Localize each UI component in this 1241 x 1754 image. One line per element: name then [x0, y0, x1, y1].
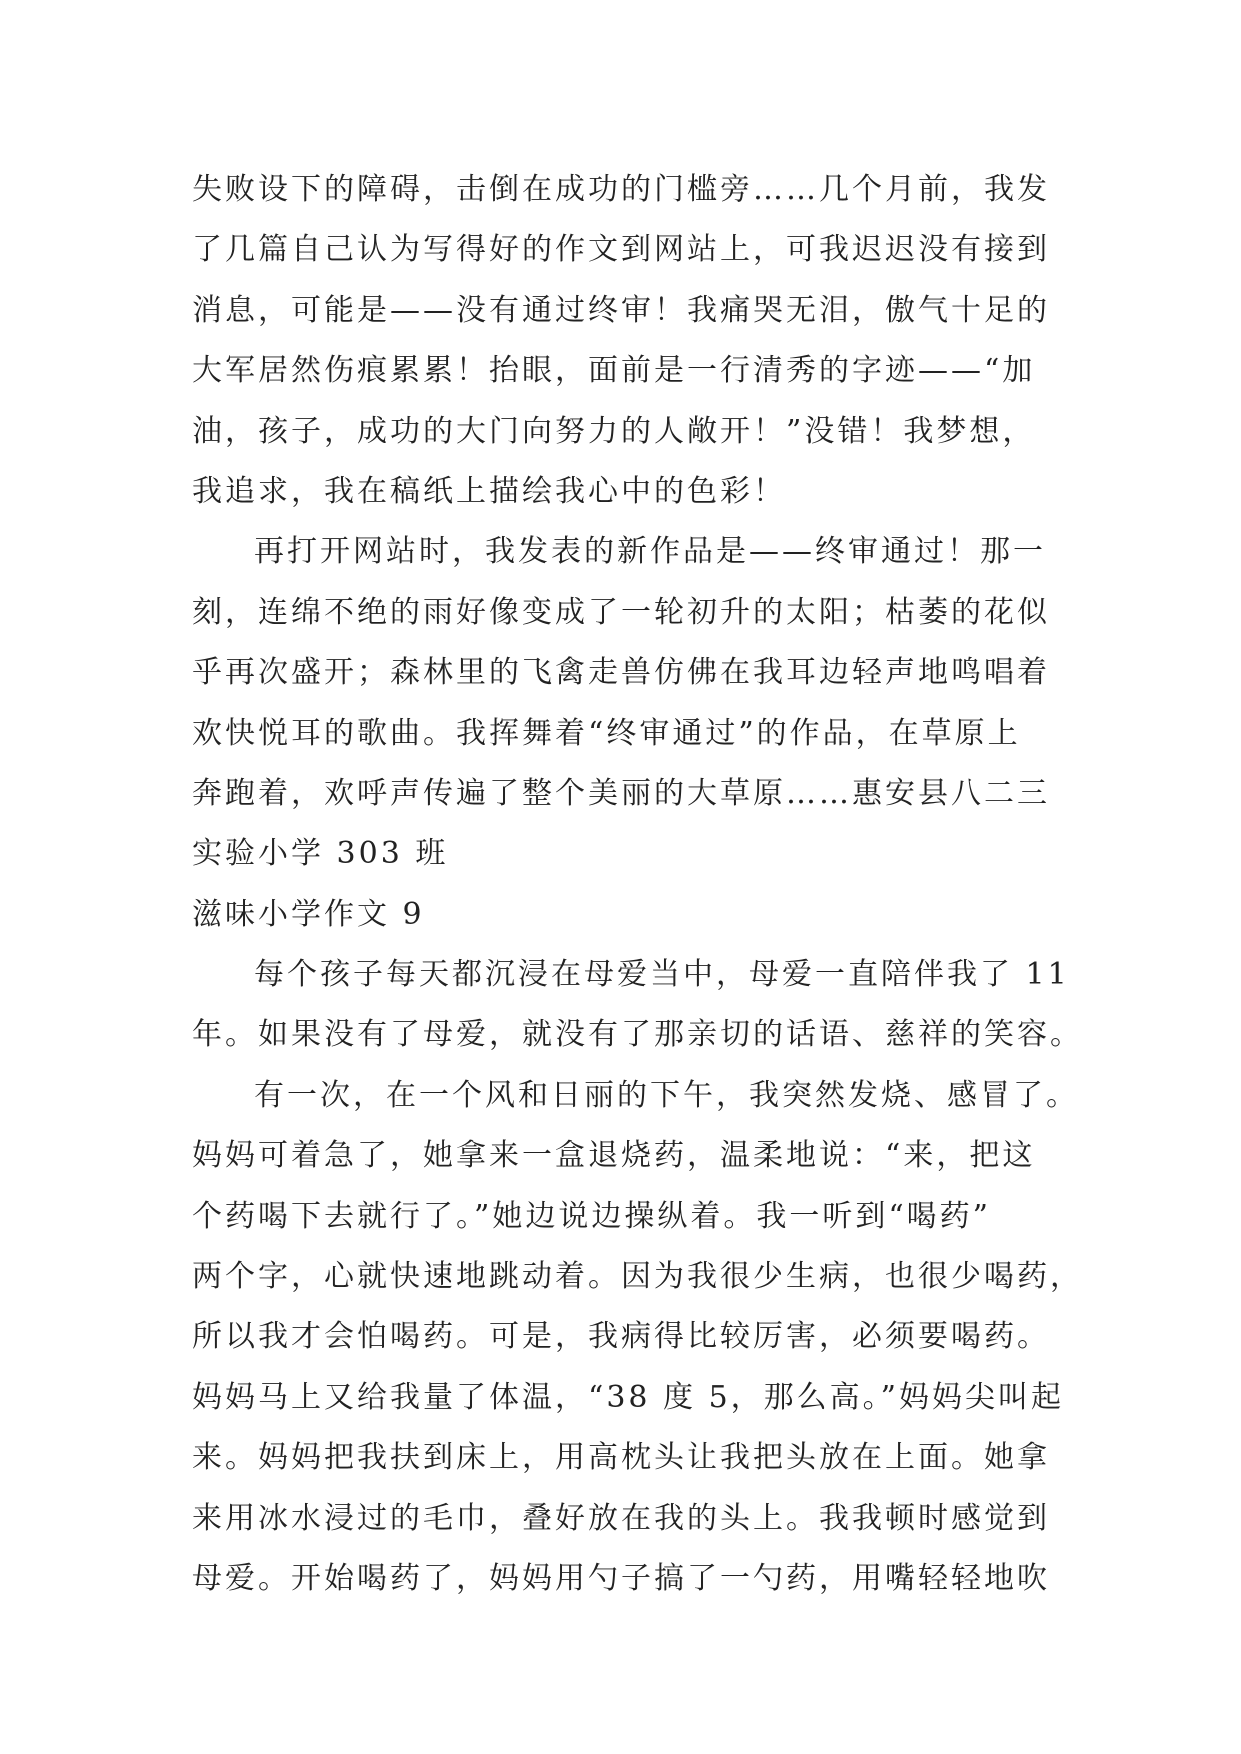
document-body — [192, 160, 1083, 1609]
text-line: 再打开网站时，我发表的新作品是——终审通过！那一 — [254, 534, 1046, 570]
text-line: 油，孩子，成功的大门向努力的人敞开！”没错！我梦想， — [192, 413, 1036, 449]
text-line: 妈妈可着急了，她拿来一盒退烧药，温柔地说：“来，把这 — [192, 1138, 1036, 1174]
text-line: 我追求，我在稿纸上描绘我心中的色彩！ — [192, 473, 786, 509]
text-line: 乎再次盛开；森林里的飞禽走兽仿佛在我耳边轻声地鸣唱着 — [192, 655, 1050, 691]
text-line: 来。妈妈把我扶到床上，用高枕头让我把头放在上面。她拿 — [192, 1440, 1050, 1476]
text-line: 大军居然伤痕累累！抬眼，面前是一行清秀的字迹——“加 — [192, 353, 1036, 389]
text-line: 欢快悦耳的歌曲。我挥舞着“终审通过”的作品，在草原上 — [192, 715, 1021, 751]
text-line: 每个孩子每天都沉浸在母爱当中，母爱一直陪伴我了 11 — [254, 957, 1070, 993]
text-line: 失败设下的障碍，击倒在成功的门槛旁……几个月前，我发 — [192, 172, 1050, 207]
text-line: 来用冰水浸过的毛巾，叠好放在我的头上。我我顿时感觉到 — [192, 1500, 1050, 1536]
text-line: 有一次，在一个风和日丽的下午，我突然发烧、感冒了。 — [254, 1077, 1079, 1113]
text-line: 实验小学 303 班 — [192, 836, 449, 872]
text-line: 了几篇自己认为写得好的作文到网站上，可我迟迟没有接到 — [192, 232, 1050, 268]
text-line: 母爱。开始喝药了，妈妈用勺子搞了一勺药，用嘴轻轻地吹 — [192, 1560, 1050, 1596]
text-line: 两个字，心就快速地跳动着。因为我很少生病，也很少喝药， — [192, 1259, 1083, 1295]
text-line: 年。如果没有了母爱，就没有了那亲切的话语、慈祥的笑容。 — [192, 1017, 1083, 1053]
text-line: 刻，连绵不绝的雨好像变成了一轮初升的太阳；枯萎的花似 — [192, 594, 1050, 630]
text-line: 妈妈马上又给我量了体温，“38 度 5，那么高。”妈妈尖叫起 — [192, 1379, 1065, 1415]
text-line: 所以我才会怕喝药。可是，我病得比较厉害，必须要喝药。 — [192, 1319, 1050, 1355]
text-line: 消息，可能是——没有通过终审！我痛哭无泪，傲气十足的 — [192, 292, 1050, 328]
text-line: 滋味小学作文 9 — [192, 896, 425, 932]
text-line: 个药喝下去就行了。”她边说边操纵着。我一听到“喝药” — [192, 1198, 992, 1234]
text-line: 奔跑着，欢呼声传遍了整个美丽的大草原……惠安县八二三 — [192, 775, 1050, 811]
